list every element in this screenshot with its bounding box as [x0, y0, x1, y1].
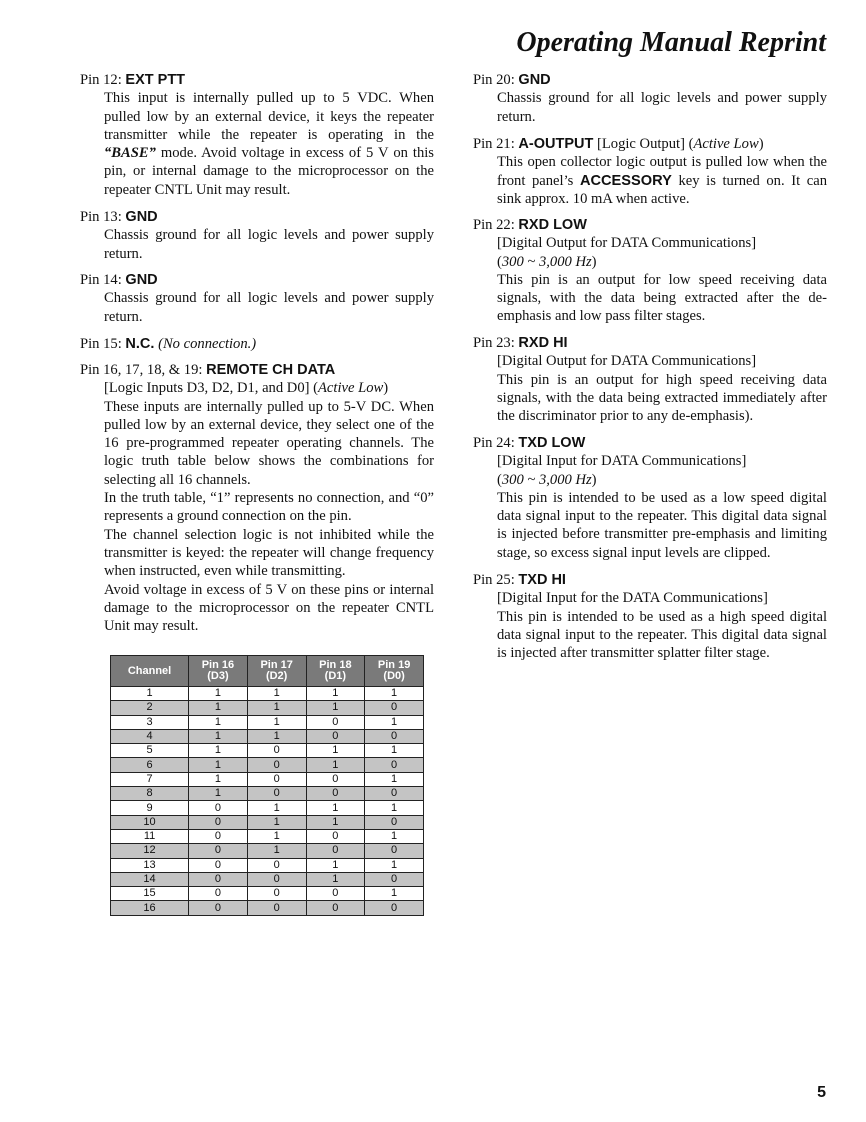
table-row [111, 758, 424, 772]
table-cell: 1 [365, 687, 424, 701]
table-cell: 1 [189, 787, 248, 801]
pin-label: Pin 13: [80, 209, 126, 225]
column-header-label: Pin 16 [201, 659, 235, 671]
column-header-label: Pin 19 [377, 659, 411, 671]
table-cell: 1 [189, 701, 248, 715]
table-cell: 1 [247, 815, 306, 829]
pin-desc: This pin is an output for high speed receiving data signals, with the data being extracted immediately after the discriminator prior to any de-emphasis). [497, 371, 827, 425]
table-cell: 0 [365, 758, 424, 772]
pin-subtitle: ) [383, 380, 389, 397]
pin-label: Pin 14: [80, 272, 126, 288]
table-cell: 1 [365, 829, 424, 843]
pin-22-section: Pin 22: RXD LOW [Digital Output for DATA Communications] (300 ~ 3,000 Hz) This pin is an output for low speed receiving data signals, with the data being extracted after the de-emphasis and low pass filter stages. [473, 217, 827, 325]
table-row [111, 829, 424, 843]
pin-desc: Chassis ground for all logic levels and power supply return. [497, 90, 827, 125]
table-cell: 1 [306, 815, 365, 829]
table-cell: 0 [247, 772, 306, 786]
table-cell: 0 [247, 901, 306, 915]
pin-subtitle-emph: Active Low [318, 380, 384, 397]
table-cell: 8 [111, 787, 189, 801]
table-row [111, 772, 424, 786]
table-cell: 1 [247, 701, 306, 715]
pin-frequency: 300 ~ 3,000 Hz [501, 471, 592, 488]
pin-name: REMOTE CH DATA [206, 362, 336, 378]
pin-subtitle-emph: Active Low [693, 136, 759, 152]
pin-name: TXD HI [518, 572, 566, 588]
table-cell: 1 [189, 687, 248, 701]
column-header-label: Channel [127, 664, 172, 677]
pin-label: Pin 15: [80, 336, 126, 352]
table-cell: 15 [111, 887, 189, 901]
table-cell: 1 [247, 844, 306, 858]
table-cell: 1 [189, 772, 248, 786]
table-cell: 0 [365, 901, 424, 915]
pin-name: GND [125, 209, 158, 225]
table-cell: 2 [111, 701, 189, 715]
pin-23-section [473, 334, 827, 425]
pin-desc: Chassis ground for all logic levels and power supply return. [104, 227, 434, 262]
pin-label: Pin 12: [80, 72, 126, 88]
table-cell: 0 [189, 872, 248, 886]
table-row [111, 715, 424, 729]
table-cell: 1 [247, 687, 306, 701]
pin-label: Pin 22: [473, 217, 519, 233]
table-cell: 0 [247, 744, 306, 758]
pin-13-section [80, 208, 434, 263]
pin-subtitle: [Digital Output for DATA Communications] [497, 235, 757, 252]
pin-desc: These inputs are internally pulled up to 5-V DC. When pulled low by an external device, they select one of the 16 pre-programmed repeater operating channels. The logic truth table below shows the combinations for selecting all 16 channels. [104, 398, 434, 488]
table-cell: 0 [365, 872, 424, 886]
table-cell: 0 [306, 787, 365, 801]
pin-name: EXT PTT [125, 72, 186, 88]
table-cell: 0 [247, 887, 306, 901]
table-cell: 0 [365, 844, 424, 858]
pin-note: (No connection.) [158, 336, 257, 352]
table-cell: 0 [189, 858, 248, 872]
table-cell: 12 [111, 844, 189, 858]
column-header-sub: (D2) [265, 670, 288, 682]
column-header [365, 656, 424, 687]
table-cell: 0 [365, 787, 424, 801]
pin-label: Pin 23: [473, 335, 519, 351]
table-row [111, 744, 424, 758]
table-cell: 4 [111, 729, 189, 743]
pin-label: Pin 21: [473, 136, 519, 152]
pin-24-section: Pin 24: TXD LOW [Digital Input for DATA Communications] (300 ~ 3,000 Hz) This pin is intended to be used as a low speed digital data signal input to the repeater. This digital data signal is injected before transmitter pre-emphasis and limiting stage, so excess signal input levels are clipped. [473, 435, 827, 561]
table-cell: 0 [189, 887, 248, 901]
table-cell: 0 [306, 729, 365, 743]
pin-desc: This pin is intended to be used as a high speed digital data signal input to the repeater. This digital data signal is injected after transmitter splatter filter stage. [497, 608, 827, 662]
table-cell: 10 [111, 815, 189, 829]
table-row [111, 858, 424, 872]
table-cell: 1 [365, 715, 424, 729]
table-cell: 0 [247, 872, 306, 886]
pin-12-section [80, 71, 434, 199]
table-cell: 1 [306, 687, 365, 701]
table-row [111, 701, 424, 715]
table-cell: 1 [365, 744, 424, 758]
pin-desc: The channel selection logic is not inhibited while the transmitter is keyed: the repeater will change frequency when instructed, even while transmitting. [104, 526, 434, 580]
pin-label: Pin 24: [473, 435, 519, 451]
table-cell: 0 [365, 701, 424, 715]
column-header [247, 656, 306, 687]
table-row [111, 687, 424, 701]
table-cell: 1 [247, 715, 306, 729]
pin-20-section [473, 71, 827, 126]
pin-16-19-section [80, 361, 434, 635]
table-cell: 0 [189, 815, 248, 829]
table-cell: 0 [189, 829, 248, 843]
column-header [189, 656, 248, 687]
pin-desc: Avoid voltage in excess of 5 V on these pins or internal damage to the microprocessor on the repeater CNTL Unit may result. [104, 581, 434, 635]
accessory-key-label: ACCESSORY [579, 172, 672, 189]
page-header-title: Operating Manual Reprint [516, 27, 826, 58]
table-cell: 0 [247, 758, 306, 772]
pin-desc: Chassis ground for all logic levels and power supply return. [104, 290, 434, 325]
table-cell: 1 [365, 772, 424, 786]
pin-21-section [473, 135, 827, 208]
table-cell: 5 [111, 744, 189, 758]
table-cell: 0 [189, 901, 248, 915]
table-cell: 13 [111, 858, 189, 872]
table-cell: 1 [247, 829, 306, 843]
pin-name: GND [518, 72, 551, 88]
table-cell: 3 [111, 715, 189, 729]
table-cell: 9 [111, 801, 189, 815]
table-cell: 0 [306, 887, 365, 901]
table-cell: 16 [111, 901, 189, 915]
table-cell: 0 [306, 772, 365, 786]
table-row [111, 844, 424, 858]
table-row [111, 729, 424, 743]
column-header [306, 656, 365, 687]
pin-desc-emph: “BASE” [104, 145, 156, 162]
table-row [111, 815, 424, 829]
pin-label: Pin 16, 17, 18, & 19: [80, 362, 207, 378]
pin-subtitle: [Logic Inputs D3, D2, D1, and D0] ( [104, 380, 319, 397]
pin-subtitle: [Digital Output for DATA Communications] [497, 353, 757, 370]
table-cell: 0 [247, 787, 306, 801]
pin-desc: This pin is intended to be used as a low speed digital data signal input to the repeater. This digital data signal is injected before transmitter pre-emphasis and limiting stage, so excess signal input levels are clipped. [497, 489, 827, 561]
table-cell: 6 [111, 758, 189, 772]
table-cell: 1 [365, 858, 424, 872]
column-header-sub: (D0) [383, 670, 405, 682]
column-header-sub: (D3) [207, 670, 229, 682]
table-cell: 1 [111, 687, 189, 701]
table-cell: 1 [306, 758, 365, 772]
pin-desc: In the truth table, “1” represents no connection, and “0” represents a ground connection on the pin. [104, 490, 434, 525]
pin-name: N.C. [125, 336, 155, 352]
table-cell: 1 [247, 729, 306, 743]
table-cell: 1 [189, 758, 248, 772]
column-header-label: Pin 17 [260, 659, 293, 671]
table-cell: 1 [306, 744, 365, 758]
pin-subtitle: [Logic Output] ( [593, 136, 694, 152]
column-header-label: Pin 18 [319, 659, 352, 671]
pin-desc: mode. Avoid voltage in excess of 5 V on this pin, or internal damage to the microprocessor on the repeater CNTL Unit may result. [104, 145, 434, 198]
column-header-sub: (D1) [324, 670, 347, 682]
table-cell: 1 [189, 744, 248, 758]
table-row [111, 901, 424, 915]
table-cell: 0 [306, 844, 365, 858]
pin-name: GND [125, 272, 158, 288]
pin-frequency: 300 ~ 3,000 Hz [501, 253, 592, 270]
table-cell: 0 [189, 801, 248, 815]
table-row [111, 872, 424, 886]
pin-15-section [80, 335, 434, 353]
table-cell: 1 [365, 887, 424, 901]
table-cell: 1 [306, 701, 365, 715]
pin-name: RXD LOW [518, 217, 587, 233]
table-cell: 1 [365, 801, 424, 815]
table-cell: 1 [189, 729, 248, 743]
pin-desc: key is turned on. It can sink approx. 10 mA when active. [497, 172, 827, 207]
table-cell: 0 [247, 858, 306, 872]
table-cell: 0 [306, 901, 365, 915]
table-cell: 11 [111, 829, 189, 843]
pin-desc: This input is internally pulled up to 5 VDC. When pulled low by an external device, it keys the repeater transmitter while the repeater is operating in the [104, 90, 434, 143]
table-cell: 0 [189, 844, 248, 858]
column-header [111, 656, 189, 687]
table-row [111, 801, 424, 815]
table-cell: 1 [247, 801, 306, 815]
pin-subtitle: ) [758, 136, 764, 152]
table-cell: 0 [306, 715, 365, 729]
channel-truth-table [110, 655, 424, 916]
pin-name: A-OUTPUT [518, 136, 594, 152]
pin-name: TXD LOW [518, 435, 586, 451]
pin-14-section [80, 271, 434, 326]
table-cell: 0 [365, 729, 424, 743]
table-cell: 1 [306, 801, 365, 815]
table-cell: 7 [111, 772, 189, 786]
table-cell: 1 [306, 872, 365, 886]
pin-subtitle: [Digital Input for DATA Communications] [497, 453, 747, 470]
table-cell: 14 [111, 872, 189, 886]
page-number: 5 [817, 1084, 826, 1101]
table-cell: 1 [189, 715, 248, 729]
pin-label: Pin 25: [473, 572, 519, 588]
pin-desc: This open collector logic output is pulled low when the front panel’s [497, 154, 827, 189]
table-cell: 0 [365, 815, 424, 829]
pin-label: Pin 20: [473, 72, 519, 88]
table-row [111, 787, 424, 801]
pin-name: RXD HI [518, 335, 568, 351]
table-header-row [111, 656, 424, 687]
pin-25-section [473, 571, 827, 662]
pin-desc: This pin is an output for low speed receiving data signals, with the data being extracted after the de-emphasis and low pass filter stages. [497, 271, 827, 325]
table-cell: 0 [306, 829, 365, 843]
table-cell: 1 [306, 858, 365, 872]
table-row [111, 887, 424, 901]
pin-subtitle: [Digital Input for the DATA Communications] [497, 590, 768, 607]
